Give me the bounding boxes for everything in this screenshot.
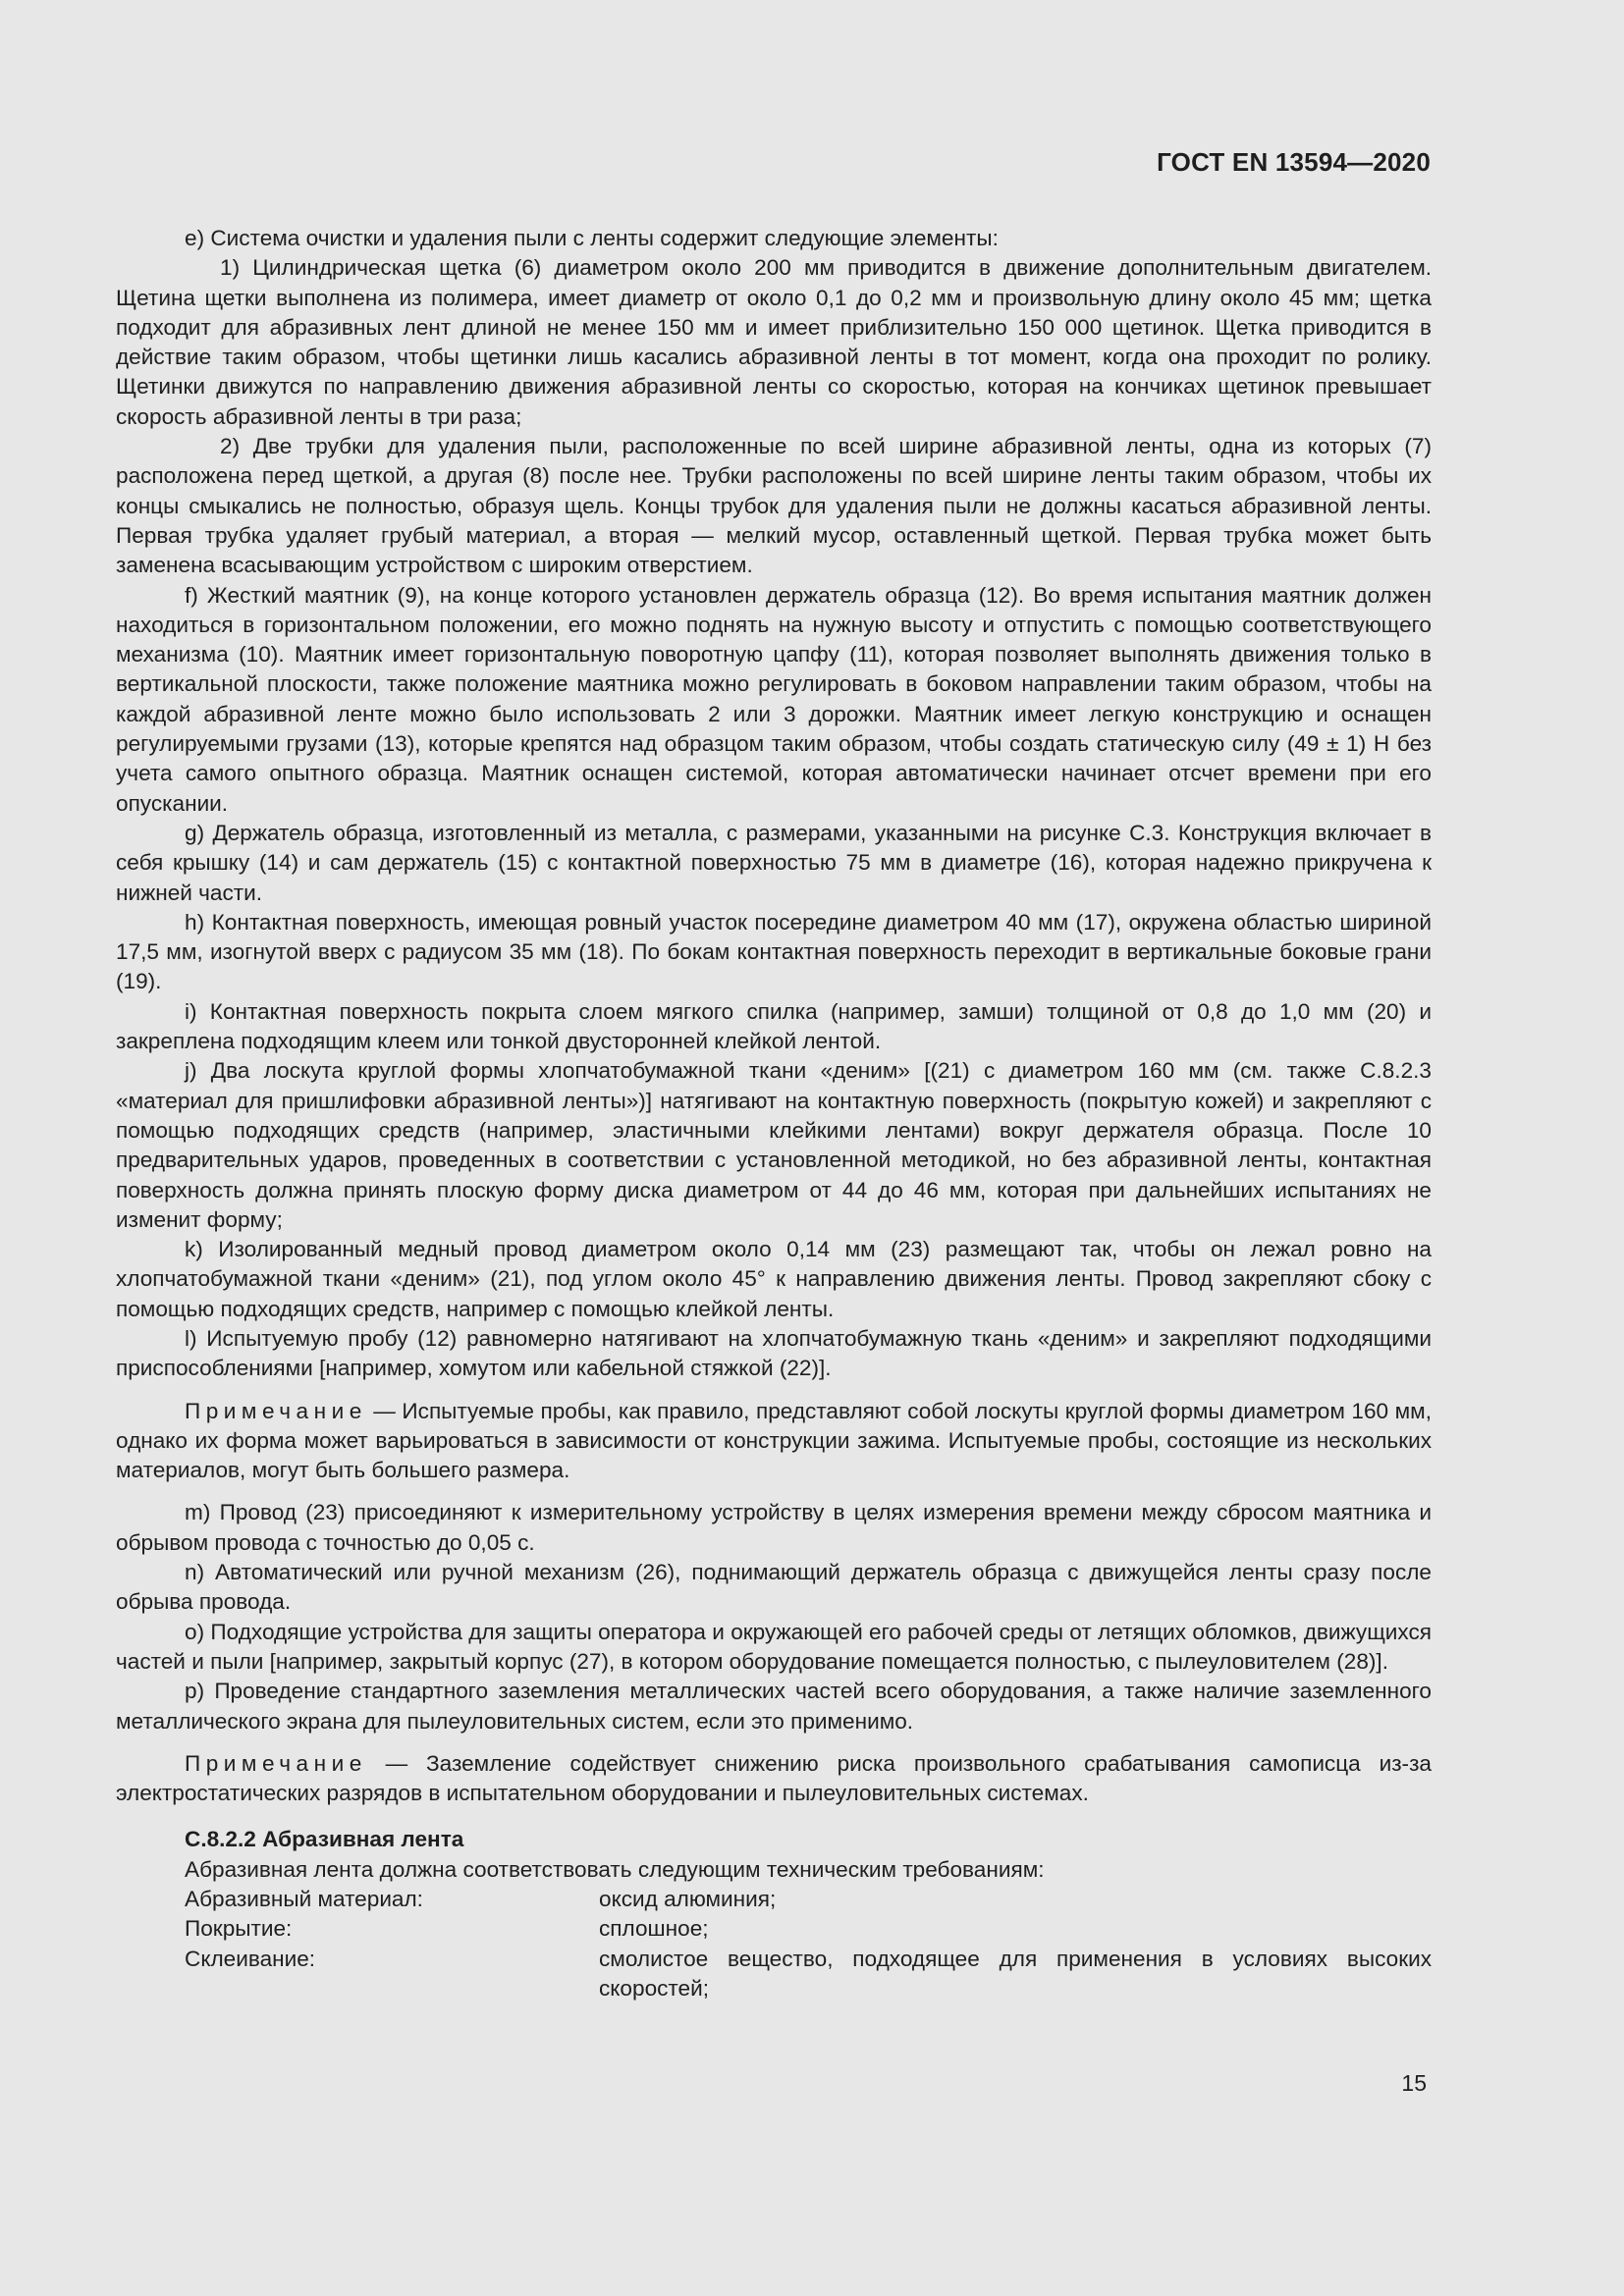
document-body xyxy=(116,224,1432,2003)
spec-value: смолистое вещество, подходящее для применения в условиях высоких скоростей; xyxy=(599,1946,1432,2001)
section-intro: Абразивная лента должна соответствовать следующим техническим требованиям: xyxy=(185,1856,1045,1882)
spec-value: сплошное; xyxy=(599,1916,709,1942)
item-i: i) Контактная поверхность покрыта слоем мягкого спилка (например, замши) толщиной от 0,8 до 1,0 мм (20) и закреплена подходящим клеем или тонкой двусторонней клейкой лентой. xyxy=(116,998,1432,1054)
item-n: n) Автоматический или ручной механизм (26), поднимающий держатель образца с движущейся ленты сразу после обрыва провода. xyxy=(116,1560,1432,1615)
item-e-1: 1) Цилиндрическая щетка (6) диаметром около 200 мм приводится в движение дополнительным двигателем. Щетина щетки выполнена из полимера, имеет диаметр от около 0,1 до 0,2 мм и произвольную длину около 45 мм; щетка подходит для абразивных лент длиной не менее 150 мм и имеет приблизительно 150 000 щетинок. Щетка приводится в действие таким образом, чтобы щетинки лишь касались абразивной ленты в тот момент, когда она проходит по ролику. Щетинки движутся по направлению движения абразивной ленты со скоростью, которая на кончиках щетинок превышает скорость абразивной ленты в три раза; xyxy=(116,255,1432,429)
spec-row xyxy=(185,1885,1432,1914)
section-title: С.8.2.2 Абразивная лента xyxy=(185,1827,464,1852)
item-e-2: 2) Две трубки для удаления пыли, расположенные по всей ширине абразивной ленты, одна из которых (7) расположена перед щеткой, а другая (8) после нее. Трубки расположены по всей ширине ленты таким образом, чтобы их концы смыкались не полностью, образуя щель. Концы трубок для удаления пыли не должны касаться абразивной ленты. Первая трубка удаляет грубый материал, а вторая — мелкий мусор, оставленный щеткой. Первая трубка может быть заменена всасывающим устройством с широким отверстием. xyxy=(116,434,1432,578)
item-e: e) Система очистки и удаления пыли с ленты содержит следующие элементы: xyxy=(185,226,999,250)
note-label: Примечание xyxy=(185,1398,367,1423)
item-o: o) Подходящие устройства для защиты оператора и окружающей его рабочей среды от летящих обломков, движущихся частей и пыли [например, закрытый корпус (27), в котором оборудование помещается полностью, с пылеуловителем (28)]. xyxy=(116,1619,1432,1674)
spec-row xyxy=(185,1945,1432,2004)
item-f: f) Жесткий маятник (9), на конце которого установлен держатель образца (12). Во время испытания маятник должен находиться в горизонтальном положении, его можно поднять на нужную высоту и отпустить с помощью соответствующего механизма (10). Маятник имеет горизонтальную поворотную цапфу (11), которая позволяет выполнять движения только в вертикальной плоскости, также положение маятника можно регулировать в боковом направлении таким образом, чтобы на каждой абразивной ленте можно было использовать 2 или 3 дорожки. Маятник имеет легкую конструкцию и оснащен регулируемыми грузами (13), которые крепятся над образцом таким образом, чтобы создать статическую силу (49 ± 1) Н без учета самого опытного образца. Маятник оснащен системой, которая автоматически начинает отсчет времени при его опускании. xyxy=(116,582,1432,816)
item-g: g) Держатель образца, изготовленный из металла, с размерами, указанными на рисунке С.3. Конструкция включает в себя крышку (14) и сам держатель (15) с контактной поверхностью 75 мм в диаметре (16), которая надежно прикручена к нижней части. xyxy=(116,820,1432,905)
spec-row xyxy=(185,1914,1432,1944)
page-number: 15 xyxy=(1401,2070,1427,2096)
item-l: l) Испытуемую пробу (12) равномерно натягивают на хлопчатобумажную ткань «деним» и закрепляют подходящими приспособлениями [например, хомутом или кабельной стяжкой (22)]. xyxy=(116,1325,1432,1381)
item-p: p) Проведение стандартного заземления металлических частей всего оборудования, а также наличие заземленного металлического экрана для пылеуловительных систем, если это применимо. xyxy=(116,1679,1432,1734)
spec-value: оксид алюминия; xyxy=(599,1887,777,1912)
item-j: j) Два лоскута круглой формы хлопчатобумажной ткани «деним» [(21) с диаметром 160 мм (см. также С.8.2.3 «материал для пришлифовки абразивной ленты»)] натягивают на контактную поверхность (покрытую кожей) и закрепляют с помощью подходящих средств (например, эластичными клейкими лентами) вокруг держателя образца. После 10 предварительных ударов, проведенных в соответствии с установленной методикой, но без абразивной ленты, контактная поверхность должна принять плоскую форму диска диаметром от 44 до 46 мм, которая при дальнейших испытаниях не изменит форму; xyxy=(116,1058,1432,1232)
item-h: h) Контактная поверхность, имеющая ровный участок посередине диаметром 40 мм (17), окружена областью шириной 17,5 мм, изогнутой вверх с радиусом 35 мм (18). По бокам контактная поверхность переходит в вертикальные боковые грани (19). xyxy=(116,909,1432,994)
note-label: Примечание xyxy=(185,1750,367,1776)
item-m: m) Провод (23) присоединяют к измерительному устройству в целях измерения времени между сбросом маятника и обрывом провода с точностью до 0,05 с. xyxy=(116,1500,1432,1555)
note-2 xyxy=(116,1749,1432,1809)
note-1 xyxy=(116,1397,1432,1486)
spec-key: Абразивный материал: xyxy=(185,1887,423,1912)
note-text: — Испытуемые пробы, как правило, представляют собой лоскуты круглой формы диаметром 160 мм, однако их форма может варьироваться в зависимости от конструкции зажима. Испытуемые пробы, состоящие из нескольких материалов, могут быть большего размера. xyxy=(116,1398,1432,1483)
document-header: ГОСТ EN 13594—2020 xyxy=(1157,147,1431,177)
spec-key: Склеивание: xyxy=(185,1946,316,1971)
section-abrasive-belt xyxy=(185,1825,1432,2003)
item-k: k) Изолированный медный провод диаметром около 0,14 мм (23) размещают так, чтобы он лежал ровно на хлопчатобумажной ткани «деним» (21), под углом около 45° к направлению движения ленты. Провод закрепляют сбоку с помощью подходящих средств, например с помощью клейкой ленты. xyxy=(116,1237,1432,1321)
spec-key: Покрытие: xyxy=(185,1916,293,1942)
note-text: — Заземление содействует снижению риска произвольного срабатывания самописца из-за электростатических разрядов в испытательном оборудовании и пылеуловительных системах. xyxy=(116,1750,1432,1806)
